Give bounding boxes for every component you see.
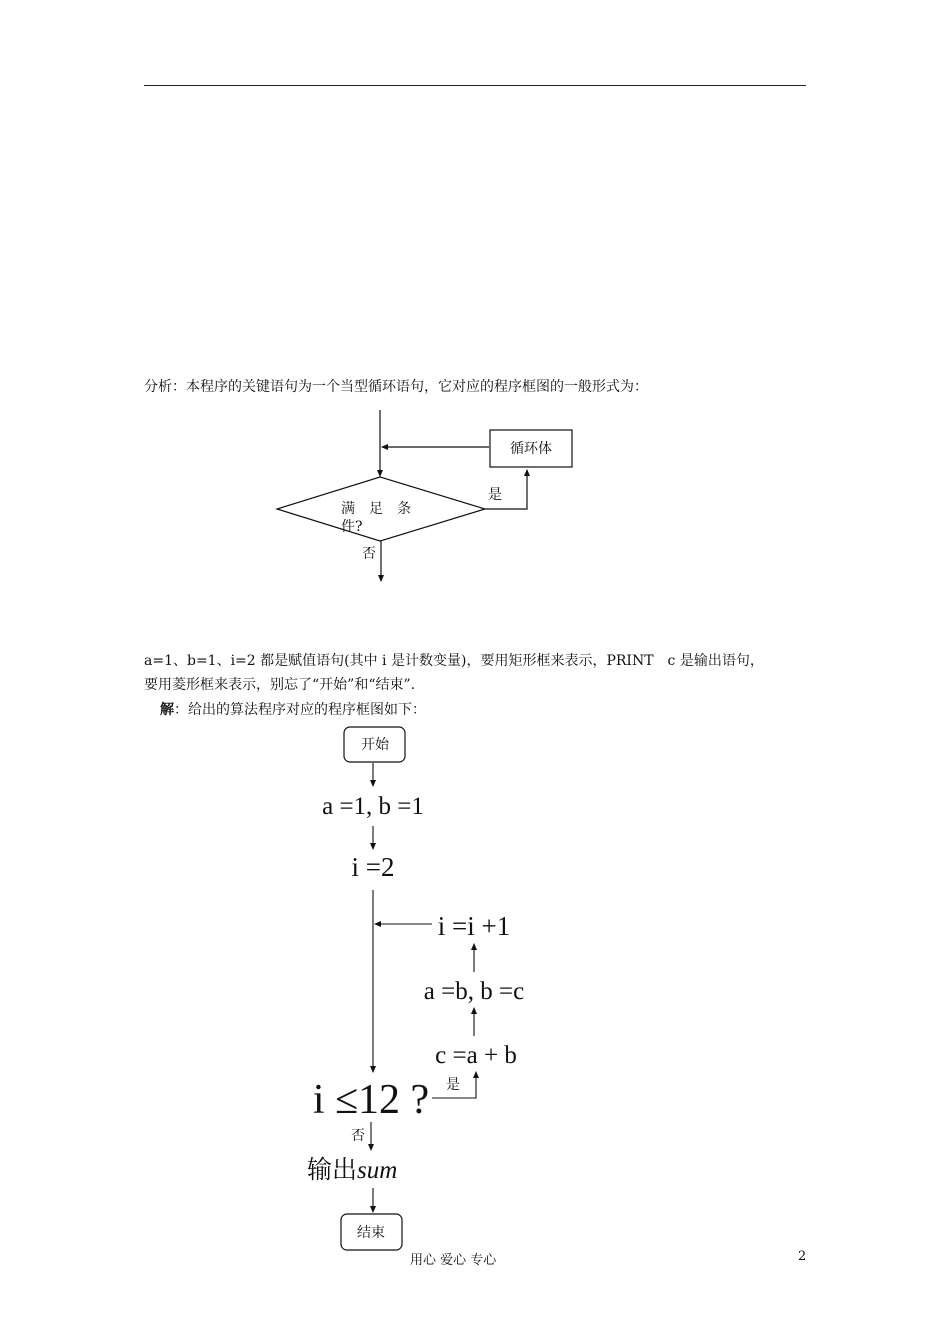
output-statement: [307, 1156, 397, 1184]
condition-line1: 满 足 条: [341, 501, 411, 517]
solution-flowchart: [307, 727, 524, 1250]
output-prefix: 输出: [307, 1157, 358, 1184]
no-label: 否: [362, 546, 376, 562]
no-label-flow: 否: [351, 1128, 365, 1144]
condition-line2: 件?: [341, 519, 363, 535]
assign-ab: a =1, b =1: [322, 793, 424, 820]
increment: i =i +1: [437, 911, 511, 941]
start-label: 开始: [361, 737, 389, 753]
footer-motto: 用心 爱心 专心: [410, 1253, 497, 1268]
analysis-paragraph: 分析：本程序的关键语句为一个当型循环语句，它对应的程序框图的一般形式为：: [144, 379, 648, 395]
sum-assign: c =a + b: [435, 1042, 517, 1069]
loop-body-label: 循环体: [510, 441, 552, 457]
solution-label: 解: [160, 702, 174, 718]
end-label: 结束: [357, 1225, 385, 1241]
shift: a =b, b =c: [423, 978, 525, 1005]
solution-text: ：给出的算法程序对应的程序框图如下：: [174, 702, 426, 718]
assign-i: i =2: [351, 852, 395, 882]
yes-label-flow: 是: [446, 1077, 460, 1093]
yes-label: 是: [488, 487, 502, 503]
explanation-line2: 要用菱形框来表示，别忘了“开始”和“结束”.: [144, 677, 416, 693]
solution-line: [160, 698, 426, 722]
page-number: 2: [798, 1249, 807, 1264]
explanation-line1: a=1、b=1、i=2 都是赋值语句(其中 i 是计数变量)，要用矩形框来表示，PRINT c 是输出语句，: [144, 653, 764, 669]
output-variable: sum: [357, 1157, 398, 1184]
loop-condition: i ≤12 ?: [312, 1077, 430, 1123]
loop-diagram: [277, 410, 572, 581]
